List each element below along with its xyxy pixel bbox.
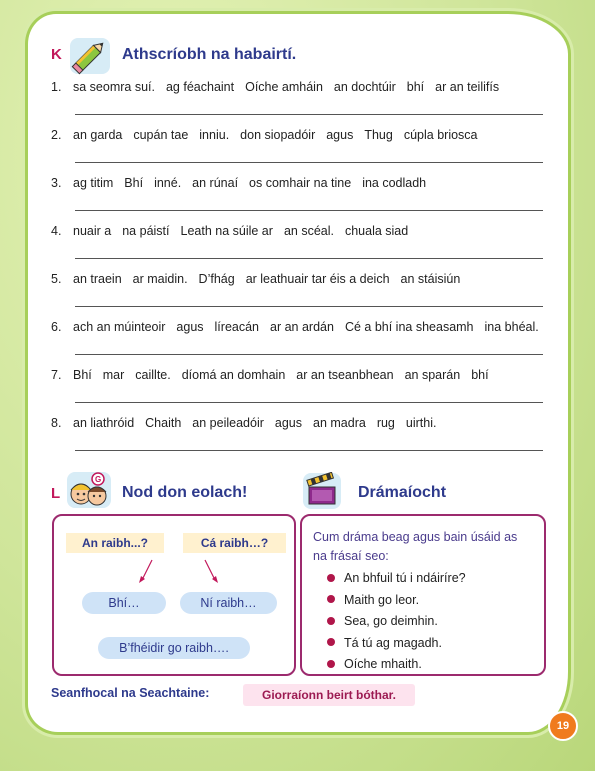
answer-line[interactable] (75, 162, 543, 163)
row-number: 3. (51, 176, 62, 190)
section-k-letter: K (51, 46, 62, 63)
word-chunk: an sparán (404, 368, 461, 382)
jumbled-words (73, 368, 500, 382)
word-chunk: Chaith (145, 416, 182, 430)
phrase-text: Oíche mhaith. (344, 657, 422, 671)
answer-line[interactable] (75, 306, 543, 307)
word-chunk: an garda (73, 128, 123, 142)
word-chunk: ach an múinteoir (73, 320, 166, 334)
word-chunk: bhí (471, 368, 489, 382)
word-chunk: cupán tae (133, 128, 189, 142)
bullet-icon (327, 617, 335, 625)
row-number: 4. (51, 224, 62, 238)
word-chunk: ag féachaint (165, 80, 235, 94)
word-chunk: caillte. (135, 368, 171, 382)
drama-title: Drámaíocht (358, 484, 447, 501)
word-chunk: líreacán (214, 320, 260, 334)
jumbled-words (73, 272, 471, 286)
jumbled-words (73, 416, 447, 430)
jumbled-words (73, 128, 489, 142)
word-chunk: chuala siad (344, 224, 409, 238)
answer-line[interactable] (75, 114, 543, 115)
word-chunk: ar an ardán (270, 320, 334, 334)
clapperboard-icon (302, 472, 342, 515)
phrase-text: Sea, go deimhin. (344, 614, 438, 628)
jumbled-words (73, 176, 437, 190)
page-number: 19 (548, 711, 578, 741)
tag-ca-raibh: Cá raibh…? (183, 533, 286, 553)
pill-ni-raibh: Ní raibh… (180, 592, 277, 614)
word-chunk: Cé a bhí ina sheasamh (344, 320, 474, 334)
bullet-icon (327, 574, 335, 582)
answer-line[interactable] (75, 402, 543, 403)
svg-text:G: G (95, 475, 102, 484)
word-chunk: D’fhág (198, 272, 235, 286)
jumbled-words (73, 320, 550, 334)
answer-line[interactable] (75, 258, 543, 259)
row-number: 2. (51, 128, 62, 142)
word-chunk: nuair a (73, 224, 112, 238)
pencil-icon (68, 34, 112, 83)
bullet-icon (327, 638, 335, 646)
word-chunk: agus (176, 320, 204, 334)
word-chunk: Bhí (124, 176, 144, 190)
proverb-label: Seanfhocal na Seachtaine: (51, 686, 210, 700)
bullet-icon (327, 660, 335, 668)
sentence-row (51, 128, 489, 142)
word-chunk: an traein (73, 272, 122, 286)
word-chunk: agus (274, 416, 302, 430)
word-chunk: Oíche amháin (245, 80, 323, 94)
word-chunk: Thug (364, 128, 393, 142)
word-chunk: ar an tseanbhean (296, 368, 394, 382)
pill-bhi: Bhí… (82, 592, 166, 614)
phrase-item (327, 590, 466, 612)
answer-line[interactable] (75, 210, 543, 211)
section-l-title: Nod don eolach! (122, 484, 248, 501)
row-number: 1. (51, 80, 62, 94)
word-chunk: uirthi. (405, 416, 437, 430)
phrase-item (327, 633, 466, 655)
tag-an-raibh: An raibh...? (66, 533, 164, 553)
word-chunk: díomá an domhain (181, 368, 286, 382)
kids-icon (66, 470, 112, 515)
section-l-letter: L (51, 485, 61, 502)
pill-bfheidir: B’fhéidir go raibh…. (98, 637, 250, 659)
sentence-row (51, 272, 471, 286)
word-chunk: an rúnaí (192, 176, 239, 190)
sentence-row (51, 416, 447, 430)
word-chunk: os comhair na tine (249, 176, 352, 190)
word-chunk: cúpla briosca (403, 128, 478, 142)
sentence-row (51, 80, 510, 94)
row-number: 6. (51, 320, 62, 334)
bullet-icon (327, 595, 335, 603)
phrase-item (327, 611, 466, 633)
word-chunk: rug (376, 416, 395, 430)
word-chunk: ina codladh (362, 176, 427, 190)
word-chunk: ar an teilifís (435, 80, 500, 94)
answer-line[interactable] (75, 450, 543, 451)
phrase-item (327, 568, 466, 590)
word-chunk: an liathróid (73, 416, 135, 430)
word-chunk: mar (102, 368, 125, 382)
sentence-row (51, 176, 437, 190)
word-chunk: sa seomra suí. (73, 80, 155, 94)
word-chunk: an dochtúir (333, 80, 396, 94)
row-number: 7. (51, 368, 62, 382)
word-chunk: ar maidin. (132, 272, 188, 286)
jumbled-words (73, 80, 510, 94)
arrows-icon (130, 556, 230, 586)
word-chunk: an stáisiún (400, 272, 461, 286)
phrase-list (327, 568, 466, 676)
jumbled-words (73, 224, 419, 238)
word-chunk: an peileadóir (192, 416, 264, 430)
answer-line[interactable] (75, 354, 543, 355)
word-chunk: ag titim (73, 176, 114, 190)
word-chunk: inniu. (199, 128, 230, 142)
word-chunk: Bhí (73, 368, 92, 382)
phrase-text: Maith go leor. (344, 592, 420, 607)
proverb-text: Giorraíonn beirt bóthar. (243, 684, 415, 706)
word-chunk: ina bhéal. (484, 320, 539, 334)
word-chunk: Leath na súile ar (180, 224, 273, 238)
sentence-row (51, 224, 419, 238)
row-number: 5. (51, 272, 62, 286)
row-number: 8. (51, 416, 62, 430)
word-chunk: agus (326, 128, 354, 142)
drama-intro: Cum dráma beag agus bain úsáid as na frásaí seo: (313, 530, 518, 563)
sentence-row (51, 368, 500, 382)
word-chunk: na páistí (122, 224, 170, 238)
word-chunk: ar leathuair tar éis a deich (245, 272, 390, 286)
word-chunk: an scéal. (283, 224, 334, 238)
section-k-title: Athscríobh na habairtí. (122, 46, 297, 63)
word-chunk: an madra (313, 416, 366, 430)
phrase-text: Tá tú ag magadh. (344, 635, 442, 650)
phrase-text: An bhfuil tú i ndáiríre? (344, 571, 466, 585)
word-chunk: don siopadóir (240, 128, 316, 142)
sentence-row (51, 320, 550, 334)
word-chunk: inné. (154, 176, 182, 190)
phrase-item (327, 654, 466, 676)
word-chunk: bhí (406, 80, 425, 94)
